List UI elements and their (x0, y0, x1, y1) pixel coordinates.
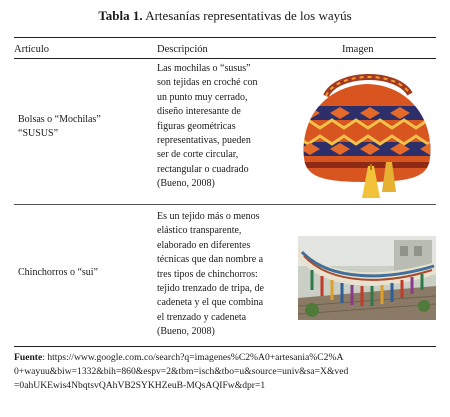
row-1-description: Las mochilas o “susus” son tejidas en croché con un punto muy cerrado, diseño interesante de figuras geométricas representativas, pueden ser de corte circular, rectangular o cuadrado (Bueno, 2008) (157, 63, 258, 190)
source-url-line-2: 0+wayuu&biw=1332&bih=860&espv=2&tbm=isch&tbo=u&source=univ&sa=X&ved (14, 366, 349, 377)
header-description: Descripción (157, 44, 208, 55)
source-url-line-1: : https://www.google.com.co/search?q=imagenes%C2%A0+artesania%C2%A (42, 352, 344, 363)
bottom-rule (14, 346, 436, 347)
row-rule (14, 204, 436, 205)
table-title (0, 8, 450, 24)
source-url-line-3: =0ahUKEwis4NbqtsvQAhVB2SYKHZeuB-MQsAQIFw&dpr=1 (14, 380, 266, 391)
header-image: Imagen (342, 44, 374, 55)
table-caption: Artesanías representativas de los wayús (145, 8, 352, 23)
header-article: Artículo (14, 44, 49, 55)
row-2-description: Es un tejido más o menos elástico transparente, elaborado en diferentes técnicas que dan nombre a tres tipos de chinchorros: tejido trenzado de tripa, de cadeneta y el que combina el trenzado y cadeneta (Bueno, 2008) (157, 211, 264, 338)
hammock-image (298, 236, 436, 320)
header-rule (14, 58, 436, 59)
source-label: Fuente (14, 352, 43, 363)
source-note (14, 351, 438, 393)
table-label: Tabla 1. (98, 8, 143, 23)
mochila-bag-image (296, 66, 438, 200)
top-rule (14, 37, 436, 38)
row-2-article: Chinchorros o “sui” (18, 267, 98, 278)
row-1-article: Bolsas o “Mochilas” “SUSUS” (18, 114, 101, 140)
